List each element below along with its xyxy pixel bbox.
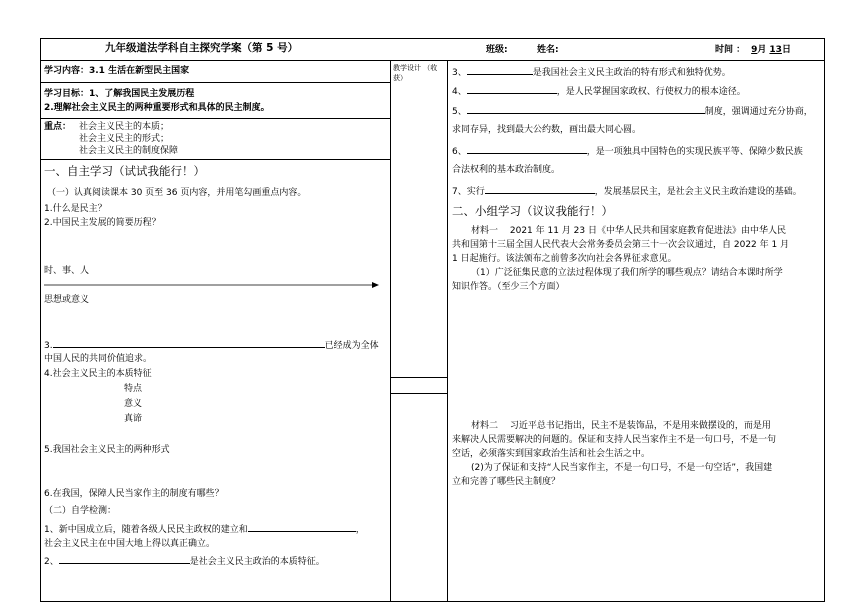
test-item-1: 1、新中国成立后，随着各级人民民主政权的建立和 ， — [44, 522, 365, 536]
test-item-5-continued: 求同存异，找到最大公约数，画出最大同心圆。 — [452, 125, 642, 135]
section-self-study: 一、自主学习（试试我能行！） — [44, 164, 205, 178]
blank-line[interactable] — [53, 338, 325, 348]
test-item-5: 5、 制度，强调通过充分协商， — [452, 104, 813, 118]
name-label: 姓名: — [537, 45, 559, 55]
question-4: 4.社会主义民主的本质特征 — [44, 369, 152, 379]
month-value: 9 — [751, 45, 758, 55]
material-2-line-3: 空话，必须落实到国家政治生活和社会生活之中。 — [452, 449, 651, 459]
question-4-meaning: 意义 — [124, 399, 143, 409]
question-2: 2.中国民主发展的简要历程？ — [44, 218, 161, 228]
teaching-design-label: 教学设计 （收获） — [393, 64, 438, 82]
blank-line[interactable] — [467, 65, 533, 75]
test-item-2: 2、 是社会主义民主政治的本质特征。 — [44, 554, 325, 568]
blank-line[interactable] — [467, 144, 587, 154]
blank-line[interactable] — [467, 104, 705, 114]
material-1-line-3: 1 日起施行。该法颁布之前曾多次向社会各界征求意见。 — [452, 254, 677, 264]
blank-line[interactable] — [248, 522, 356, 532]
row-divider — [390, 377, 447, 378]
header-divider — [40, 60, 825, 61]
day-value: 13 — [769, 45, 782, 55]
material-2-question-2: 立和完善了哪些民主制度？ — [452, 477, 561, 487]
material-1-line-1: 材料一 2021 年 11 月 23 日《中华人民共和国家庭教育促进法》由中华人民 — [471, 226, 786, 236]
question-4-essence: 真谛 — [124, 414, 143, 424]
study-content: 学习内容：3.1 生活在新型民主国家 — [44, 66, 190, 76]
test-item-6: 6、 ，是一项独具中国特色的实现民族平等、保障少数民族 — [452, 144, 803, 158]
worksheet-title: 九年级道法学科自主探究学案（第 5 号） — [105, 42, 299, 54]
study-goal-2: 2.理解社会主义民主的两种重要形式和具体的民主制度。 — [44, 103, 270, 113]
question-3: 3. 已经成为全体 — [44, 338, 379, 352]
test-item-4: 4、 ，是人民掌握国家政权、行使权力的根本途径。 — [452, 84, 746, 98]
middle-column-divider — [447, 60, 448, 602]
test-item-6-continued: 合法权利的基本政治制度。 — [452, 165, 561, 175]
row-divider — [40, 118, 390, 119]
section-group-study: 二、小组学习（议议我能行！） — [452, 204, 613, 218]
blank-line[interactable] — [485, 184, 595, 194]
self-test-heading: （二）自学检测： — [44, 506, 117, 516]
left-column-divider — [390, 60, 391, 602]
material-1-question-2: 知识作答。（至少三个方面） — [452, 282, 565, 292]
question-6: 6.在我国，保障人民当家作主的制度有哪些？ — [44, 489, 224, 499]
material-2-line-2: 来解决人民需要解决的问题的。保证和支持人民当家作主不是一句口号，不是一句 — [452, 435, 777, 445]
test-item-1-continued: 社会主义民主在中国大地上得以真正确立。 — [44, 539, 216, 549]
question-1: 1.什么是民主？ — [44, 204, 107, 214]
self-study-instruction: （一）认真阅读课本 30 页至 36 页内容，并用笔勾画重点内容。 — [47, 188, 307, 198]
row-divider — [40, 82, 390, 83]
date-field: 时间 ： 9月 13日 — [715, 45, 791, 55]
timeline-label: 时、事、人 — [44, 266, 90, 276]
blank-line[interactable] — [467, 84, 557, 94]
key-point-1: 社会主义民主的本质； — [79, 122, 170, 132]
material-1-line-2: 共和国第十三届全国人民代表大会常务委员会第三十一次会议通过，自 2022 年 1 月 — [452, 240, 790, 250]
material-2-question-1: (2)为了保证和支持“人民当家作主，不是一句口号，不是一句空话”，我国建 — [471, 463, 773, 473]
material-1-question-1: （1）广泛征集民意的立法过程体现了我们所学的哪些观点？请结合本课时所学 — [471, 268, 783, 278]
test-item-7: 7、实行 ，发展基层民主，是社会主义民主政治建设的基础。 — [452, 184, 802, 198]
question-4-feature: 特点 — [124, 384, 143, 394]
row-divider — [390, 393, 447, 394]
timeline-arrow — [42, 280, 382, 290]
question-5: 5.我国社会主义民主的两种形式 — [44, 445, 170, 455]
key-point-3: 社会主义民主的制度保障 — [79, 146, 179, 156]
key-point-2: 社会主义民主的形式； — [79, 134, 170, 144]
study-goal-1: 学习目标：1、了解我国民主发展历程 — [44, 89, 195, 99]
row-divider — [40, 159, 390, 160]
key-points-label: 重点： — [44, 122, 72, 132]
class-label: 班级: — [486, 45, 508, 55]
question-3-continued: 中国人民的共同价值追求。 — [44, 354, 153, 364]
material-2-line-1: 材料二 习近平总书记指出，民主不是装饰品，不是用来做摆设的，而是用 — [471, 421, 771, 431]
test-item-3: 3、 是我国社会主义民主政治的特有形式和独特优势。 — [452, 65, 731, 79]
blank-line[interactable] — [59, 554, 190, 564]
thought-label: 思想或意义 — [44, 295, 90, 305]
